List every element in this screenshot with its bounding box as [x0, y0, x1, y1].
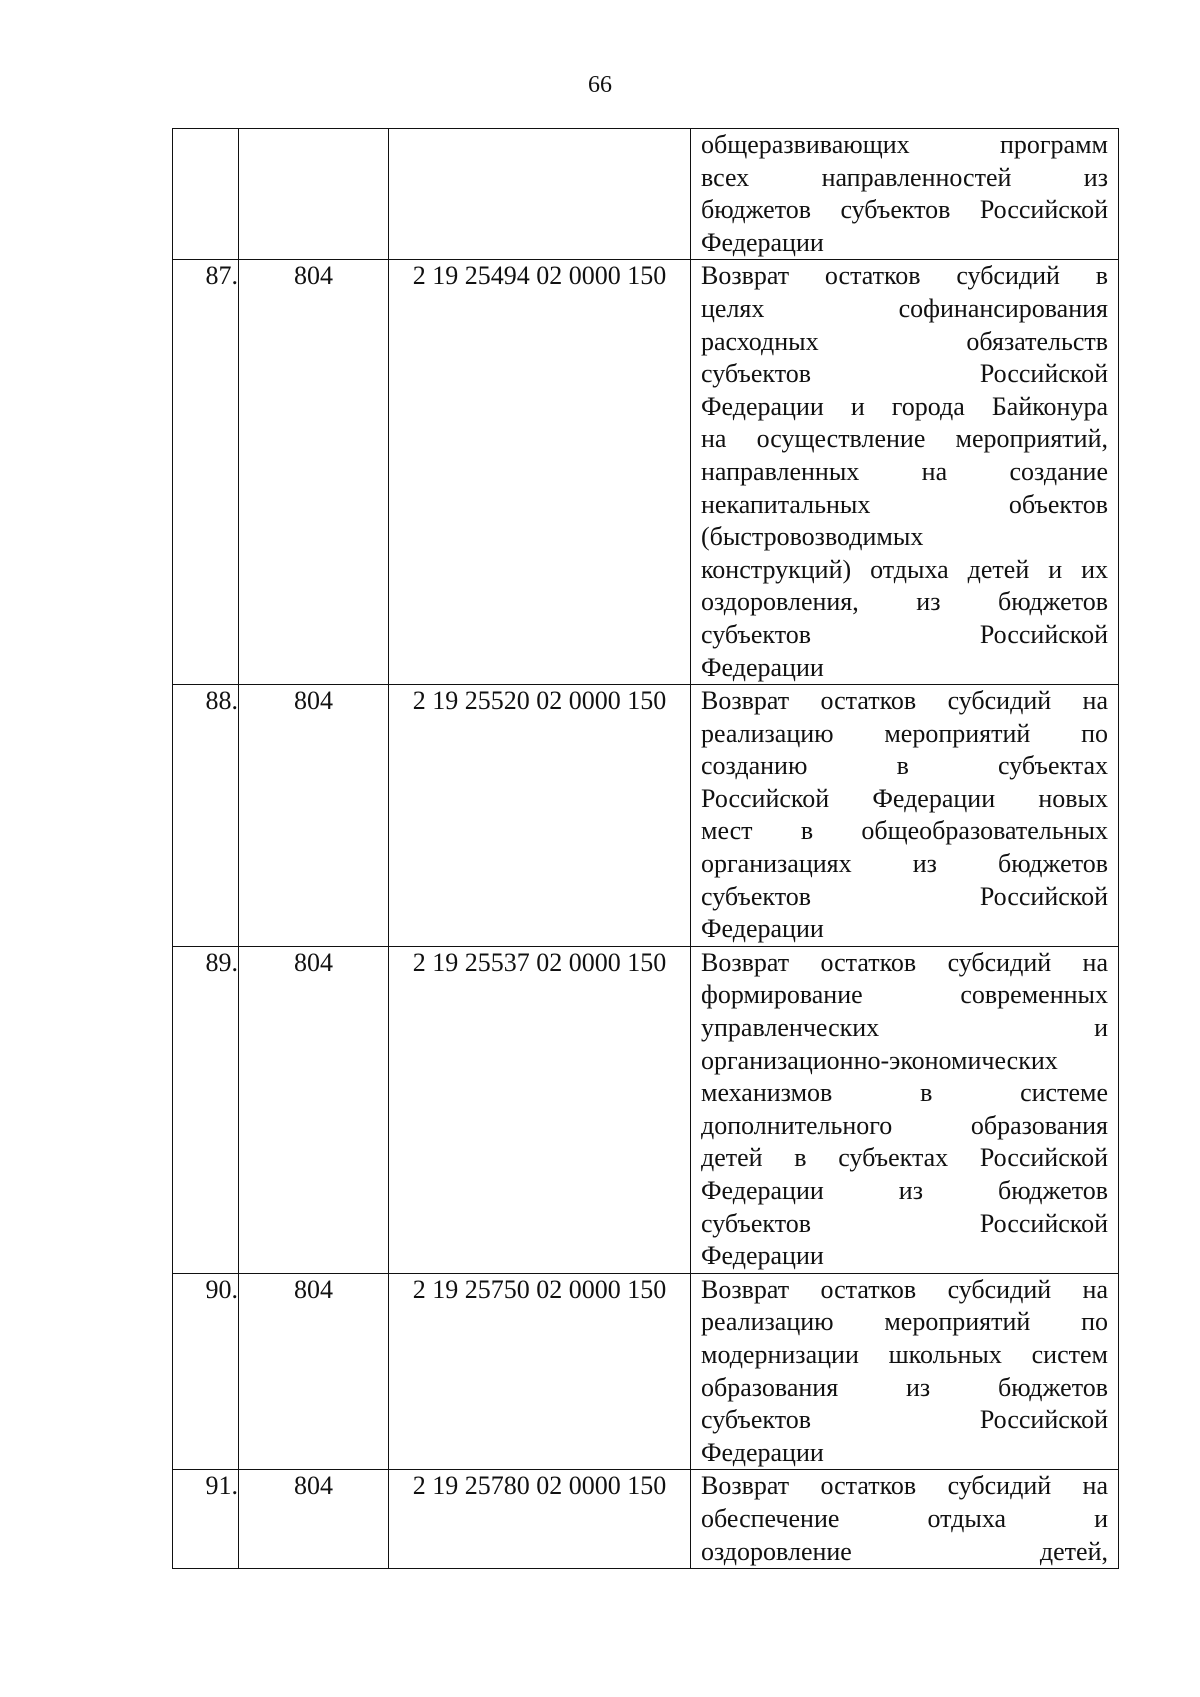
description-line: Федерации [701, 1437, 824, 1467]
page-number: 66 [588, 72, 612, 98]
row-number-cell: 88. [173, 685, 239, 947]
description-line: Российской Федерации новых [701, 783, 1108, 813]
description-line: субъектов Российской [701, 1405, 1108, 1435]
administrator-code-cell [239, 129, 389, 260]
description-line: бюджетов субъектов Российской [701, 195, 1108, 225]
table-row [173, 685, 1119, 947]
revenue-code-cell: 2 19 25520 02 0000 150 [389, 685, 691, 947]
description-cell [691, 946, 1119, 1273]
table-row [173, 946, 1119, 1273]
description-line: Возврат остатков субсидий на [701, 947, 1108, 977]
row-number-cell: 89. [173, 946, 239, 1273]
revenue-code-cell: 2 19 25750 02 0000 150 [389, 1273, 691, 1470]
description-line: Возврат остатков субсидий на [701, 1274, 1108, 1304]
description-line: субъектов Российской [701, 881, 1108, 911]
description-line: Возврат остатков субсидий на [701, 1471, 1108, 1501]
description-line: обеспечение отдыха и [701, 1503, 1108, 1533]
administrator-code-cell: 804 [239, 260, 389, 685]
budget-codes-table [172, 128, 1119, 1569]
description-line: на осуществление мероприятий, [701, 424, 1108, 454]
administrator-code-cell: 804 [239, 1273, 389, 1470]
table-row-continuation [173, 129, 1119, 260]
description-line: Возврат остатков субсидий на [701, 686, 1108, 716]
description-line: механизмов в системе [701, 1078, 1108, 1108]
description-line: управленческих и [701, 1013, 1108, 1043]
description-line: субъектов Российской [701, 1208, 1108, 1238]
description-line: некапитальных объектов [701, 489, 1108, 519]
administrator-code-cell: 804 [239, 946, 389, 1273]
description-cell [691, 1273, 1119, 1470]
description-line: Федерации и города Байконура [701, 391, 1108, 421]
description-cell [691, 1470, 1119, 1569]
description-line: (быстровозводимых [701, 522, 924, 552]
description-line: формирование современных [701, 980, 1108, 1010]
table-row [173, 260, 1119, 685]
description-line: оздоровление детей, [701, 1536, 1108, 1566]
table-row [173, 1470, 1119, 1569]
description-line: общеразвивающих программ [701, 130, 1108, 159]
row-number-cell: 91. [173, 1470, 239, 1569]
description-line: Федерации [701, 1241, 824, 1271]
revenue-code-cell: 2 19 25494 02 0000 150 [389, 260, 691, 685]
description-line: детей в субъектах Российской [701, 1143, 1108, 1173]
description-line: дополнительного образования [701, 1110, 1108, 1140]
description-line: Федерации из бюджетов [701, 1176, 1108, 1205]
description-line: созданию в субъектах [701, 751, 1108, 781]
description-line: реализацию мероприятий по [701, 1307, 1108, 1337]
description-line: Федерации [701, 227, 824, 257]
description-cell [691, 685, 1119, 947]
description-line: расходных обязательств [701, 326, 1108, 356]
row-number-cell: 87. [173, 260, 239, 685]
row-number-cell [173, 129, 239, 260]
description-line: Возврат остатков субсидий в [701, 261, 1108, 291]
description-line: оздоровления, из бюджетов [701, 587, 1108, 617]
description-line: целях софинансирования [701, 293, 1108, 323]
description-cell [691, 129, 1119, 260]
description-line: организациях из бюджетов [701, 849, 1108, 879]
description-line: конструкций) отдыха детей и их [701, 554, 1108, 584]
description-line: образования из бюджетов [701, 1372, 1108, 1402]
description-line: субъектов Российской [701, 359, 1108, 389]
revenue-code-cell [389, 129, 691, 260]
row-number-cell: 90. [173, 1273, 239, 1470]
description-line: мест в общеобразовательных [701, 816, 1108, 846]
description-line: Федерации [701, 652, 824, 682]
administrator-code-cell: 804 [239, 685, 389, 947]
revenue-code-cell: 2 19 25780 02 0000 150 [389, 1470, 691, 1569]
revenue-code-cell: 2 19 25537 02 0000 150 [389, 946, 691, 1273]
description-line: направленных на создание [701, 456, 1108, 486]
description-line: субъектов Российской [701, 619, 1108, 649]
description-line: Федерации [701, 914, 824, 944]
description-line: модернизации школьных систем [701, 1339, 1108, 1369]
table-row [173, 1273, 1119, 1470]
description-line: организационно-экономических [701, 1045, 1058, 1075]
description-cell [691, 260, 1119, 685]
description-line: всех направленностей из [701, 162, 1108, 192]
administrator-code-cell: 804 [239, 1470, 389, 1569]
description-line: реализацию мероприятий по [701, 718, 1108, 748]
